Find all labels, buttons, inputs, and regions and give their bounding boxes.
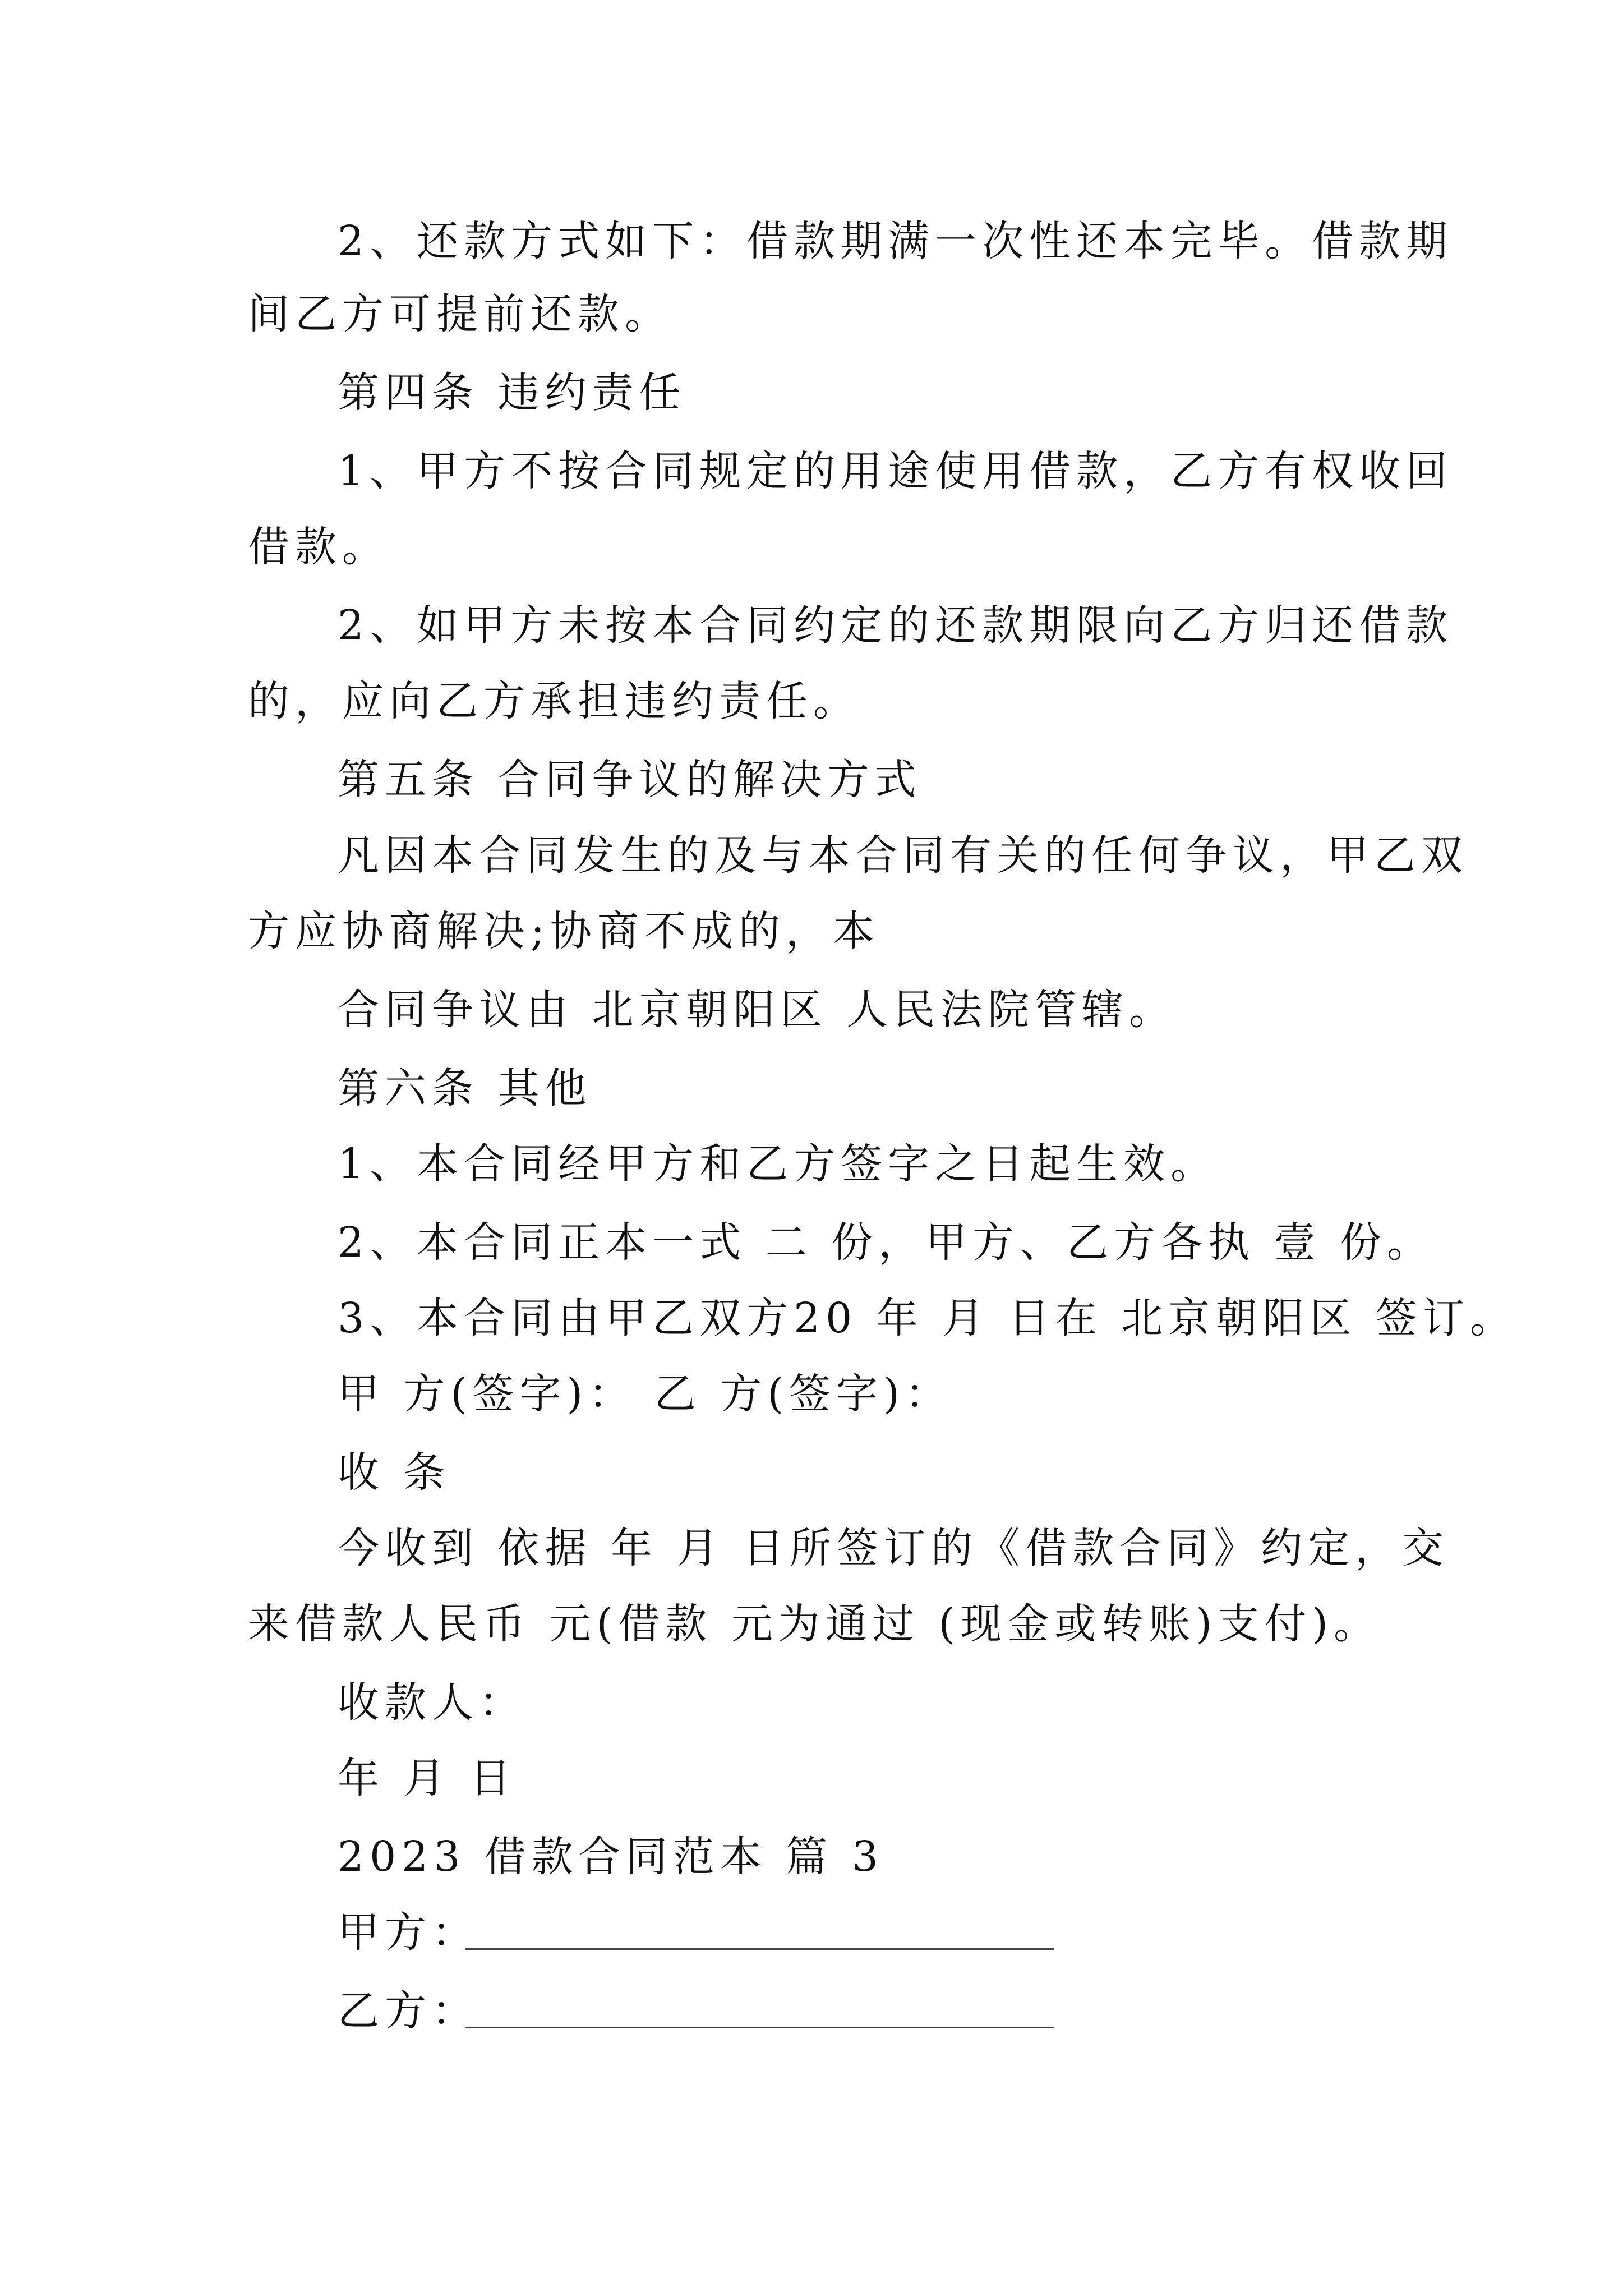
paragraph-breach-1-line-2: 借款。 (248, 523, 389, 571)
section-heading-article-6: 第六条 其他 (338, 1064, 592, 1112)
party-a-blank-line (465, 1948, 1054, 1950)
paragraph-signing-place: 3、本合同由甲乙双方20 年 月 日在 北京朝阳区 签订。 (338, 1294, 1517, 1342)
section-heading-article-5: 第五条 合同争议的解决方式 (338, 756, 922, 804)
paragraph-repayment-method-line-2: 间乙方可提前还款。 (248, 290, 672, 338)
paragraph-effective: 1、本合同经甲方和乙方签字之日起生效。 (338, 1140, 1218, 1188)
receipt-body-line-1: 今收到 依据 年 月 日所签订的《借款合同》约定，交 (338, 1524, 1450, 1572)
paragraph-breach-1-line-1: 1、甲方不按合同规定的用途使用借款，乙方有权收回 (338, 447, 1454, 495)
receipt-title: 收 条 (338, 1448, 451, 1497)
paragraph-jurisdiction: 合同争议由 北京朝阳区 人民法院管辖。 (338, 986, 1177, 1034)
paragraph-dispute-line-1: 凡因本合同发生的及与本合同有关的任何争议，甲乙双 (338, 831, 1468, 880)
party-b-label: 乙方： (338, 1987, 479, 2035)
signature-line: 甲 方(签字)： 乙 方(签字)： (338, 1370, 953, 1418)
paragraph-copies: 2、本合同正本一式 二 份，甲方、乙方各执 壹 份。 (338, 1218, 1435, 1267)
paragraph-repayment-method-line-1: 2、还款方式如下：借款期满一次性还本完毕。借款期 (338, 217, 1454, 265)
paragraph-breach-2-line-2: 的，应向乙方承担违约责任。 (248, 677, 860, 725)
receipt-date: 年 月 日 (338, 1754, 517, 1802)
party-a-label: 甲方： (338, 1908, 479, 1957)
section-heading-article-4: 第四条 违约责任 (338, 369, 686, 417)
receipt-payee: 收款人： (338, 1678, 526, 1727)
paragraph-dispute-line-2: 方应协商解决;协商不成的，本 (248, 907, 880, 955)
paragraph-breach-2-line-1: 2、如甲方未按本合同约定的还款期限向乙方归还借款 (338, 601, 1454, 650)
section-heading-template-3: 2023 借款合同范本 篇 3 (338, 1833, 884, 1881)
party-b-blank-line (465, 2027, 1054, 2028)
receipt-body-line-2: 来借款人民币 元(借款 元为通过 (现金或转账)支付)。 (248, 1600, 1381, 1648)
